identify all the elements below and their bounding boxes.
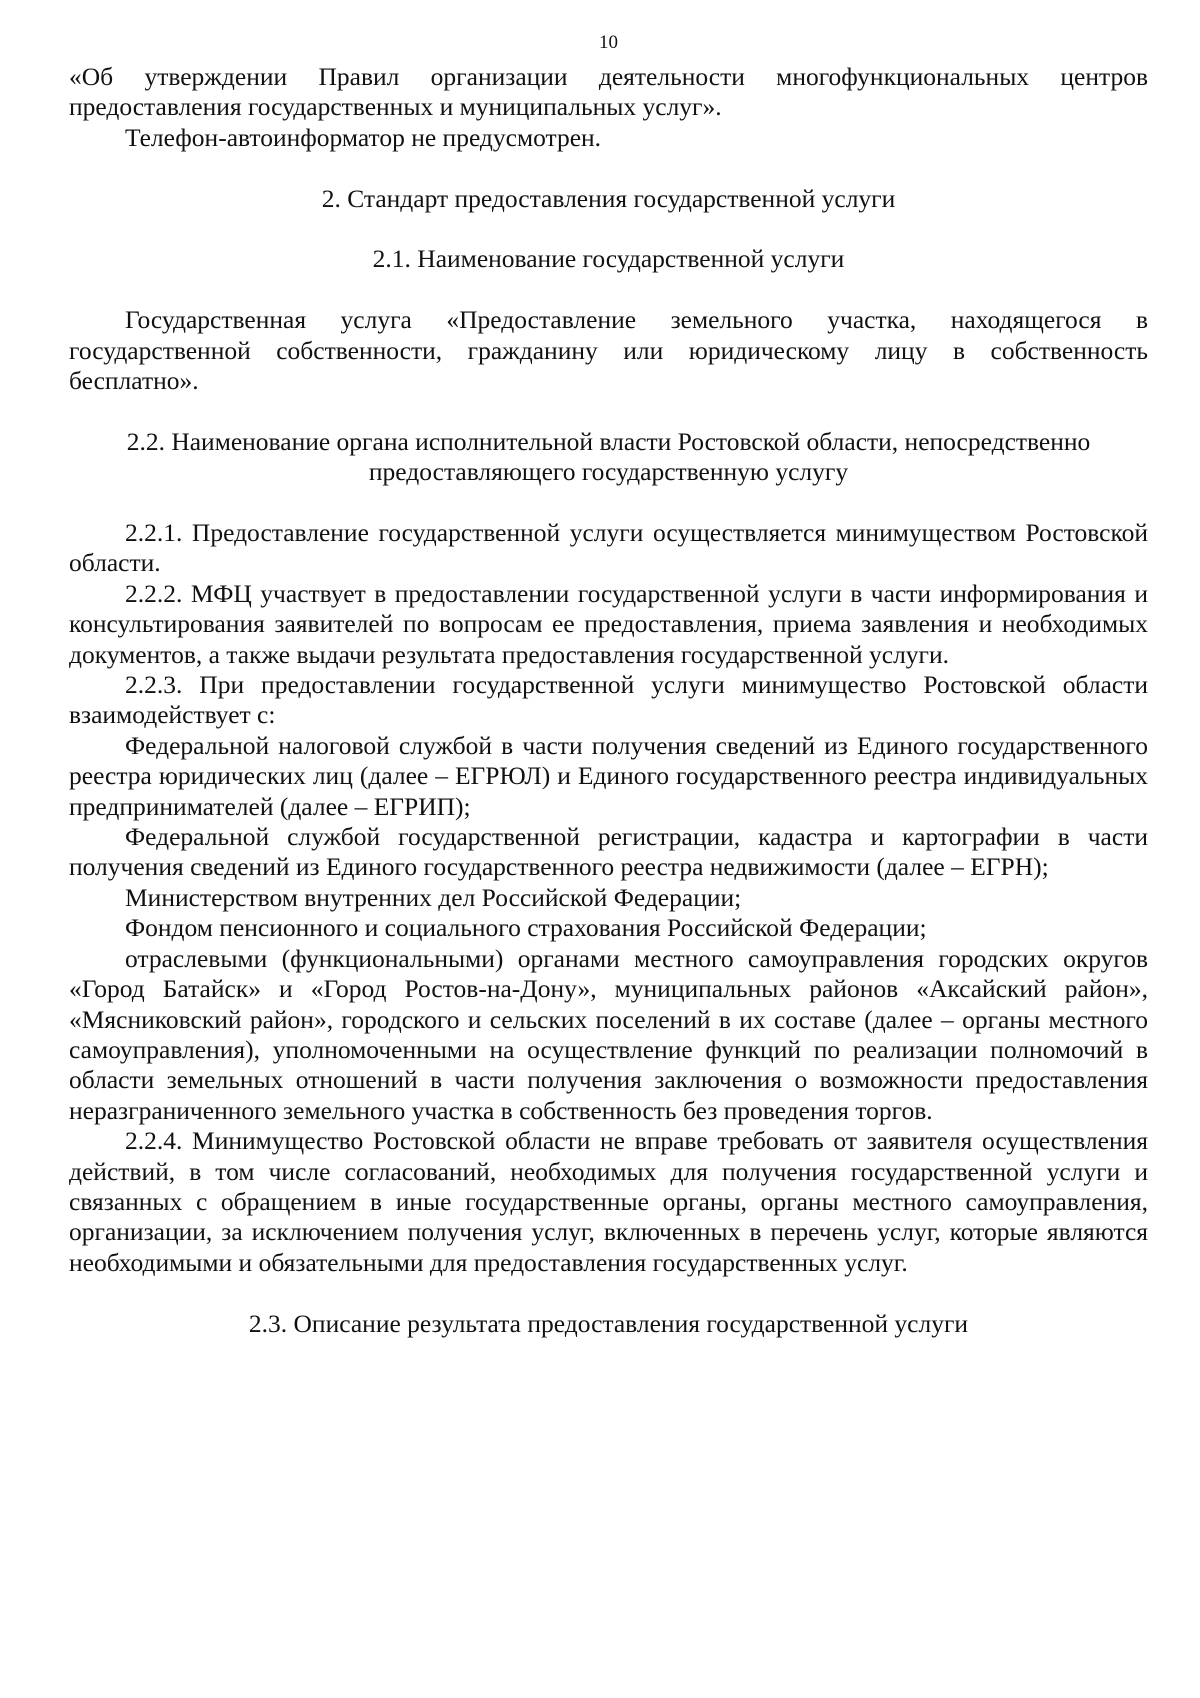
paragraph: 2.2.2. МФЦ участвует в предоставлении государственной услуги в части информирования и консультирования заявителей по вопросам ее предоставления, приема заявления и необходимых документов, а также выдачи результата предоставления государственной услуги.	[69, 578, 1148, 669]
paragraph: Фондом пенсионного и социального страхования Российской Федерации;	[125, 913, 927, 943]
section-heading: 2.1. Наименование государственной услуги	[372, 244, 845, 274]
vertical-gap	[69, 214, 1148, 244]
document-page	[69, 28, 1148, 1339]
paragraph: Федеральной налоговой службой в части получения сведений из Единого государственного реестра юридических лиц (далее – ЕГРЮЛ) и Единого государственного реестра индивидуальных предпринимателей (далее – ЕГРИП);	[69, 730, 1148, 821]
paragraph: 2.2.3. При предоставлении государственной услуги минимущество Ростовской области взаимодействует с:	[69, 670, 1148, 730]
vertical-gap	[69, 396, 1148, 426]
paragraph: Федеральной службой государственной регистрации, кадастра и картографии в части получения сведений из Единого государственного реестра недвижимости (далее – ЕГРН);	[69, 822, 1148, 882]
document-body	[69, 62, 1148, 1339]
paragraph: 2.2.1. Предоставление государственной услуги осуществляется минимуществом Ростовской области.	[69, 518, 1148, 578]
paragraph: Телефон-автоинформатор не предусмотрен.	[125, 122, 602, 152]
paragraph: «Об утверждении Правил организации деятельности многофункциональных центров предоставления государственных и муниципальных услуг».	[69, 62, 1148, 122]
paragraph: Министерством внутренних дел Российской Федерации;	[125, 882, 742, 912]
section-heading: 2. Стандарт предоставления государственной услуги	[321, 183, 896, 213]
vertical-gap	[69, 488, 1148, 518]
vertical-gap	[69, 1278, 1148, 1308]
section-heading: 2.2. Наименование органа исполнительной власти Ростовской области, непосредственно предоставляющего государственную услугу	[126, 426, 1091, 487]
page-number: 10	[599, 32, 618, 53]
paragraph: Государственная услуга «Предоставление земельного участка, находящегося в государственной собственности, гражданину или юридическому лицу в собственность бесплатно».	[69, 305, 1148, 396]
vertical-gap	[69, 153, 1148, 183]
vertical-gap	[69, 275, 1148, 305]
section-heading: 2.3. Описание результата предоставления государственной услуги	[248, 1308, 969, 1338]
paragraph: 2.2.4. Минимущество Ростовской области не вправе требовать от заявителя осуществления действий, в том числе согласований, необходимых для получения государственной услуги и связанных с обращением в иные государственные органы, органы местного самоуправления, организации, за исключением получения услуг, включенных в перечень услуг, которые являются необходимыми и обязательными для предоставления государственных услуг.	[69, 1126, 1148, 1277]
paragraph: отраслевыми (функциональными) органами местного самоуправления городских округов «Город Батайск» и «Город Ростов-на-Дону», муниципальных районов «Аксайский район», «Мясниковский район», городского и сельских поселений в их составе (далее – органы местного самоуправления), уполномоченными на осуществление функций по реализации полномочий в области земельных отношений в части получения заключения о возможности предоставления неразграниченного земельного участка в собственность без проведения торгов.	[69, 943, 1148, 1125]
